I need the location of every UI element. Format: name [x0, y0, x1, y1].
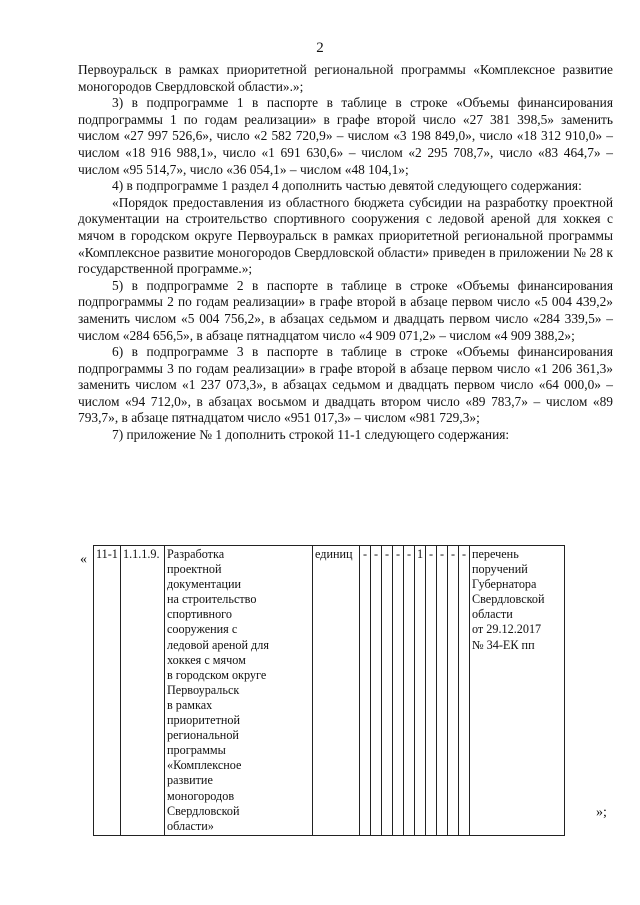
- name-line: региональной: [167, 728, 239, 743]
- cell-value: -: [371, 546, 382, 836]
- cell-value: -: [426, 546, 437, 836]
- cell-value: -: [404, 546, 415, 836]
- name-line: приоритетной: [167, 713, 241, 728]
- name-line: проектной: [167, 562, 222, 577]
- note-line: области: [472, 607, 513, 622]
- name-line: программы: [167, 743, 226, 758]
- cell-unit: единиц: [313, 546, 360, 836]
- table-row: [94, 546, 565, 836]
- cell-row-number: 11-1: [94, 546, 121, 836]
- name-line: развитие: [167, 773, 213, 788]
- page-number: 2: [316, 40, 324, 56]
- paragraph-item-4: 4) в подпрограмме 1 раздел 4 дополнить частью девятой следующего содержания:: [112, 178, 582, 194]
- document-body: [78, 62, 613, 444]
- name-line: в городском округе: [167, 667, 267, 682]
- cell-value: -: [360, 546, 371, 836]
- name-line: Свердловской: [167, 803, 240, 818]
- name-line: «Комплексное: [167, 758, 242, 773]
- cell-value: -: [437, 546, 448, 836]
- cell-name: [165, 546, 313, 836]
- name-line: хоккея с мячом: [167, 652, 246, 667]
- note-line: от 29.12.2017: [472, 622, 542, 637]
- name-line: моногородов: [167, 788, 235, 803]
- paragraph-quote: «Порядок предоставления из областного бюджета субсидии на разработку проектной документации на строительство спортивного сооружения с ледовой ареной для хоккея с мячом в городском округе Первоуральск в рамках приоритетной региональной программы «Комплексное развитие моногородов Свердловской области» приведен в приложении № 28 к государственной программе.»;: [78, 194, 613, 277]
- paragraph-continuation: Первоуральск в рамках приоритетной региональной программы «Комплексное развитие моногородов Свердловской области».»;: [78, 62, 613, 94]
- name-line: Первоуральск: [167, 682, 240, 697]
- table-open-quote: «: [80, 552, 87, 567]
- paragraph-item-5: 5) в подпрограмме 2 в паспорте в таблице в строке «Объемы финансирования подпрограммы 2 по годам реализации» в графе второй в абзаце первом число «5 004 439,2» заменить числом «5 004 756,2», в абзацах седьмом и двадцать первом число «284 339,5» – числом «284 656,5», в абзаце пятнадцатом число «4 909 071,2» – числом «4 909 388,2»;: [78, 277, 613, 343]
- cell-value: 1: [415, 546, 426, 836]
- name-line: сооружения с: [167, 622, 238, 637]
- cell-value: -: [382, 546, 393, 836]
- name-line: документации: [167, 577, 242, 592]
- note-line: № 34-ЕК пп: [472, 637, 535, 652]
- cell-value: -: [448, 546, 459, 836]
- paragraph-item-7: 7) приложение № 1 дополнить строкой 11-1 следующего содержания:: [112, 427, 510, 443]
- name-line: области»: [167, 818, 214, 833]
- name-line: Разработка: [167, 547, 225, 561]
- note-line: Губернатора: [472, 577, 537, 592]
- paragraph-item-6: 6) в подпрограмме 3 в паспорте в таблице в строке «Объемы финансирования подпрограммы 3 по годам реализации» в графе второй в абзаце первом число «1 206 361,3» заменить числом «1 237 073,3», в абзацах седьмом и двадцать первом число «64 000,0» – числом «94 712,0», в абзацах восьмом и двадцать втором число «89 783,7» – числом «89 793,7», в абзаце пятнадцатом число «951 017,3» – числом «981 729,3»;: [78, 344, 613, 426]
- cell-value: -: [393, 546, 404, 836]
- cell-code: 1.1.1.9.: [121, 546, 165, 836]
- appendix-table: [93, 545, 565, 836]
- cell-note: [470, 546, 565, 836]
- name-line: на строительство: [167, 592, 257, 607]
- cell-value: -: [459, 546, 470, 836]
- paragraph-item-3: 3) в подпрограмме 1 в паспорте в таблице в строке «Объемы финансирования подпрограммы 1 по годам реализации» в графе второй число «27 381 398,5» заменить числом «27 997 526,6», число «2 582 720,9» – числом «3 198 849,0», число «18 312 910,0» – числом «18 916 988,1», число «1 691 630,6» – числом «2 295 708,7», число «83 464,7» – числом «95 514,7», число «36 054,1» – числом «48 104,1»;: [78, 95, 613, 177]
- note-line: перечень: [472, 547, 519, 561]
- name-line: в рамках: [167, 697, 213, 712]
- note-line: поручений: [472, 562, 528, 577]
- table-close-quote: »;: [596, 805, 607, 820]
- name-line: ледовой ареной для: [167, 637, 269, 652]
- note-line: Свердловской: [472, 592, 545, 607]
- name-line: спортивного: [167, 607, 232, 622]
